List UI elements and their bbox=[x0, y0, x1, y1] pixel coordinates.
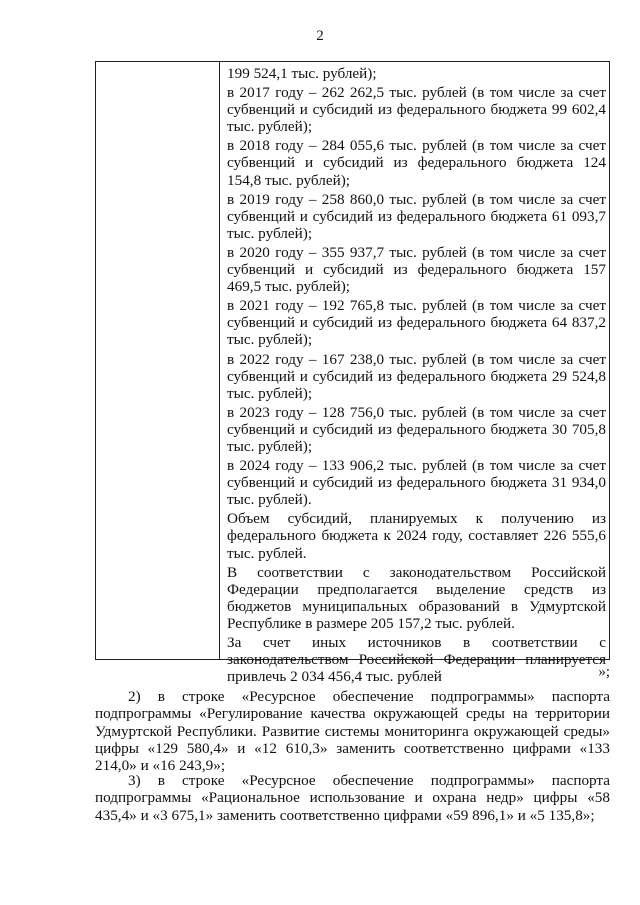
table-paragraph: в 2021 году – 192 765,8 тыс. рублей (в том числе за счет субвенций и субсидий из федерального бюджета 64 837,2 тыс. рублей); bbox=[227, 297, 606, 349]
amendment-item bbox=[95, 688, 610, 774]
table-paragraph: в 2022 году – 167 238,0 тыс. рублей (в том числе за счет субвенций и субсидий из федерального бюджета 29 524,8 тыс. рублей); bbox=[227, 350, 606, 402]
table-paragraph: в 2017 году – 262 262,5 тыс. рублей (в том числе за счет субвенций и субсидий из федерального бюджета 99 602,4 тыс. рублей); bbox=[227, 84, 606, 136]
resource-cell bbox=[227, 65, 606, 687]
table-paragraph: За счет иных источников в соответствии с законодательством Российской Федерации планируется привлечь 2 034 456,4 тыс. рублей bbox=[227, 634, 606, 686]
closing-quote: »; bbox=[598, 664, 610, 680]
amendment-item bbox=[95, 772, 610, 824]
resource-table bbox=[95, 61, 610, 686]
table-paragraph: в 2024 году – 133 906,2 тыс. рублей (в том числе за счет субвенций и субсидий из федерального бюджета 31 934,0 тыс. рублей). bbox=[227, 457, 606, 509]
amendment-text: 3) в строке «Ресурсное обеспечение подпрограммы» паспорта подпрограммы «Рациональное использование и охрана недр» цифры «58 435,4» и «3 675,1» заменить соответственно цифрами «59 896,1» и «5 135,8»; bbox=[95, 772, 610, 824]
table-column-divider bbox=[219, 62, 220, 659]
amendment-text: 2) в строке «Ресурсное обеспечение подпрограммы» паспорта подпрограммы «Регулирование качества окружающей среды на территории Удмуртской Республики. Развитие системы мониторинга окружающей среды» цифры «129 580,4» и «12 610,3» заменить соответственно цифрами «133 214,0» и «16 243,9»; bbox=[95, 688, 610, 775]
table-paragraph: Объем субсидий, планируемых к получению из федерального бюджета к 2024 году, составляет 226 555,6 тыс. рублей. bbox=[227, 510, 606, 562]
table-paragraph: В соответствии с законодательством Российской Федерации предполагается выделение средств из бюджетов муниципальных образований в Удмуртской Республике в размере 205 157,2 тыс. рублей. bbox=[227, 563, 606, 632]
table-paragraph: в 2018 году – 284 055,6 тыс. рублей (в том числе за счет субвенций и субсидий из федерального бюджета 124 154,8 тыс. рублей); bbox=[227, 137, 606, 189]
table-paragraph: в 2023 году – 128 756,0 тыс. рублей (в том числе за счет субвенций и субсидий из федерального бюджета 30 705,8 тыс. рублей); bbox=[227, 403, 606, 455]
table-paragraph: в 2020 году – 355 937,7 тыс. рублей (в том числе за счет субвенций и субсидий из федерального бюджета 157 469,5 тыс. рублей); bbox=[227, 243, 606, 296]
page-number: 2 bbox=[316, 28, 324, 44]
table-paragraph: в 2019 году – 258 860,0 тыс. рублей (в том числе за счет субвенций и субсидий из федерального бюджета 61 093,7 тыс. рублей); bbox=[227, 190, 606, 242]
table-paragraph: 199 524,1 тыс. рублей); bbox=[227, 65, 377, 82]
